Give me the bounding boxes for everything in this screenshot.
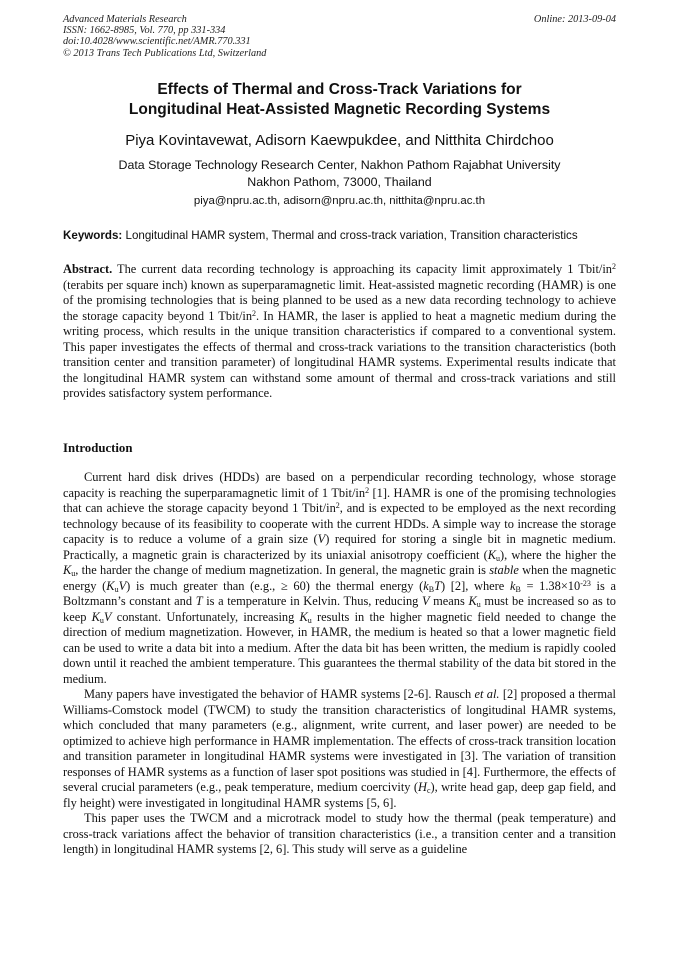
affiliation-line-1: Data Storage Technology Research Center, Nakhon Pathom Rajabhat University	[118, 158, 561, 172]
keywords-line	[63, 228, 623, 243]
text-run: , and is expected to be employed as the next recording technology because of its feasibility to cooperate with the current HDDs. A simple way to increase the storage capacity is to reduce a volume of a grain size (	[63, 501, 616, 546]
abstract-section	[63, 262, 616, 402]
subscript: B	[515, 584, 521, 594]
math-symbol: K	[106, 578, 115, 593]
abstract-label: Abstract.	[63, 262, 113, 276]
text-run: ) is much greater than (e.g., ≥ 60) the thermal energy (	[126, 578, 424, 593]
emphasis: stable	[489, 563, 519, 577]
superscript: 2	[335, 501, 340, 510]
text-run: , the harder the change of medium magnetization. In general, the magnetic grain is	[75, 563, 490, 577]
math-symbol: V	[421, 594, 430, 608]
text-run: [1]. HAMR is one of the promising technologies that can achieve the storage capacity beyond 1 Tbit/in	[63, 485, 616, 515]
text-run: is a Boltzmann’s constant and	[63, 578, 616, 608]
superscript: 2	[365, 485, 370, 495]
math-symbol: k	[509, 578, 516, 593]
math-symbol: V	[317, 532, 326, 546]
subscript: u	[307, 615, 312, 625]
intro-paragraph-1	[63, 470, 616, 687]
issn-line: ISSN: 1662-8985, Vol. 770, pp 331-334	[63, 25, 226, 37]
subscript: u	[476, 600, 481, 609]
math-symbol: K	[487, 547, 496, 562]
math-symbol: K	[468, 594, 477, 608]
keywords-text: Longitudinal HAMR system, Thermal and cross-track variation, Transition characteristics	[125, 229, 578, 242]
title-line-1: Effects of Thermal and Cross-Track Variations for	[157, 81, 522, 98]
copyright-line: © 2013 Trans Tech Publications Ltd, Switzerland	[63, 47, 267, 59]
text-run: when the magnetic energy (	[63, 563, 616, 593]
math-symbol: T	[434, 578, 441, 593]
text-run: constant. Unfortunately, increasing	[111, 609, 300, 624]
paper-title	[63, 80, 616, 119]
subscript: u	[114, 584, 119, 594]
title-line-2: Longitudinal Heat-Assisted Magnetic Recording Systems	[128, 100, 551, 118]
emphasis: et al.	[474, 687, 500, 701]
math-symbol: T	[195, 594, 203, 608]
text-run: is a temperature in Kelvin. Thus, reducing	[202, 594, 422, 608]
text-run: Current hard disk drives (HDDs) are based on a perpendicular recording technology, whose storage capacity is reaching the superparamagnetic limit of 1 Tbit/in	[63, 470, 616, 500]
subscript: u	[496, 553, 500, 563]
intro-paragraph-2	[63, 687, 616, 811]
math-symbol: K	[299, 609, 308, 624]
subscript: c	[426, 786, 431, 795]
author-emails: piya@npru.ac.th, adisorn@npru.ac.th, nitthita@npru.ac.th	[193, 195, 486, 207]
introduction-heading: Introduction	[63, 441, 133, 455]
journal-header	[63, 14, 616, 59]
text-run: = 1.38×10	[520, 578, 581, 593]
math-symbol: K	[63, 563, 72, 577]
abstract-sup-1: 2	[612, 262, 616, 271]
math-symbol: K	[91, 609, 100, 624]
introduction-section	[63, 470, 616, 858]
math-symbol: V	[103, 609, 112, 624]
intro-paragraph-3: This paper uses the TWCM and a microtrack model to study how the thermal (peak temperature) and cross-track variations affect the behavior of transition characteristics (i.e., a transition center and a transition length) in longitudinal HAMR systems [2, 6]. This study will serve as a guideline	[63, 811, 616, 856]
text-run: must be increased so as to keep	[63, 594, 616, 624]
text-run: ), where the higher the	[500, 547, 617, 562]
subscript: u	[99, 615, 104, 625]
subscript: B	[428, 584, 435, 594]
math-symbol: k	[423, 578, 429, 593]
subscript: u	[71, 569, 76, 578]
author-list: Piya Kovintavewat, Adisorn Kaewpukdee, and Nitthita Chirdchoo	[125, 132, 554, 149]
abstract-text-2: (terabits per square inch) known as superparamagnetic limit. Heat-assisted magnetic recording (HAMR) is one of the promising technologies that is being planned to be used as a new data recording technology to achieve the storage capacity beyond 1 Tbit/in	[63, 277, 616, 323]
text-run: [2] proposed a thermal Williams-Comstock model (TWCM) to study the transition characteristics of longitudinal HAMR systems, which concluded that many parameters (e.g., alignment, write current, and laser power) are needed to be optimized to achieve high performance in HAMR implementation. The effects of cross-track transition location and transition parameter in longitudinal HAMR systems were investigated in [3]. The variation of transition responses of HAMR systems as a function of laser spot positions was studied in [4]. Furthermore, the effects of several crucial parameters (e.g., peak temperature, medium coercivity (	[63, 687, 617, 794]
affiliation	[63, 157, 616, 190]
text-run: ) required for storing a single bit in magnetic medium. Practically, a magnetic grain is characterized by its uniaxial anisotropy coefficient (	[63, 532, 616, 562]
abstract-paragraph	[63, 262, 616, 402]
journal-name: Advanced Materials Research	[63, 14, 187, 25]
text-run: results in the higher magnetic field needed to change the direction of medium magnetization. However, in HAMR, the medium is heated so that a lower magnetic field can be used to write a data bit into a medium. After the data bit has been written, the medium is rapidly cooled down until it reached the ambient temperature. This guarantees the thermal stability of the data bit stored in the medium.	[63, 609, 616, 686]
text-run: ) [2], where	[440, 578, 510, 593]
math-symbol: V	[118, 578, 127, 593]
online-date: Online: 2013-09-04	[533, 14, 616, 25]
doi-line: doi:10.4028/www.scientific.net/AMR.770.331	[63, 36, 251, 48]
keywords-label: Keywords:	[63, 229, 123, 242]
text-run: means	[429, 594, 469, 608]
abstract-sup-2: 2	[252, 308, 257, 318]
superscript: -23	[580, 578, 591, 588]
affiliation-line-2: Nakhon Pathom, 73000, Thailand	[247, 174, 432, 189]
abstract-text-3: . In HAMR, the laser is applied to heat a magnetic medium during the writing process, which results in the unique transition characteristics if compared to a conventional system. This paper investigates the effects of thermal and cross-track variations to the transition characteristics (both transition center and transition parameter) of longitudinal HAMR systems. Experimental results indicate that the longitudinal HAMR system can withstand some amount of thermal and cross-track variations and still provides satisfactory system performance.	[63, 308, 616, 400]
math-symbol: H	[417, 780, 427, 794]
abstract-text-1: The current data recording technology is approaching its capacity limit approximately 1 Tbit/in	[117, 262, 612, 276]
text-run: ), write head gap, deep gap field, and fly height) were investigated in longitudinal HAMR systems [5, 6].	[63, 780, 616, 810]
text-run: Many papers have investigated the behavior of HAMR systems [2-6]. Rausch	[84, 687, 475, 701]
